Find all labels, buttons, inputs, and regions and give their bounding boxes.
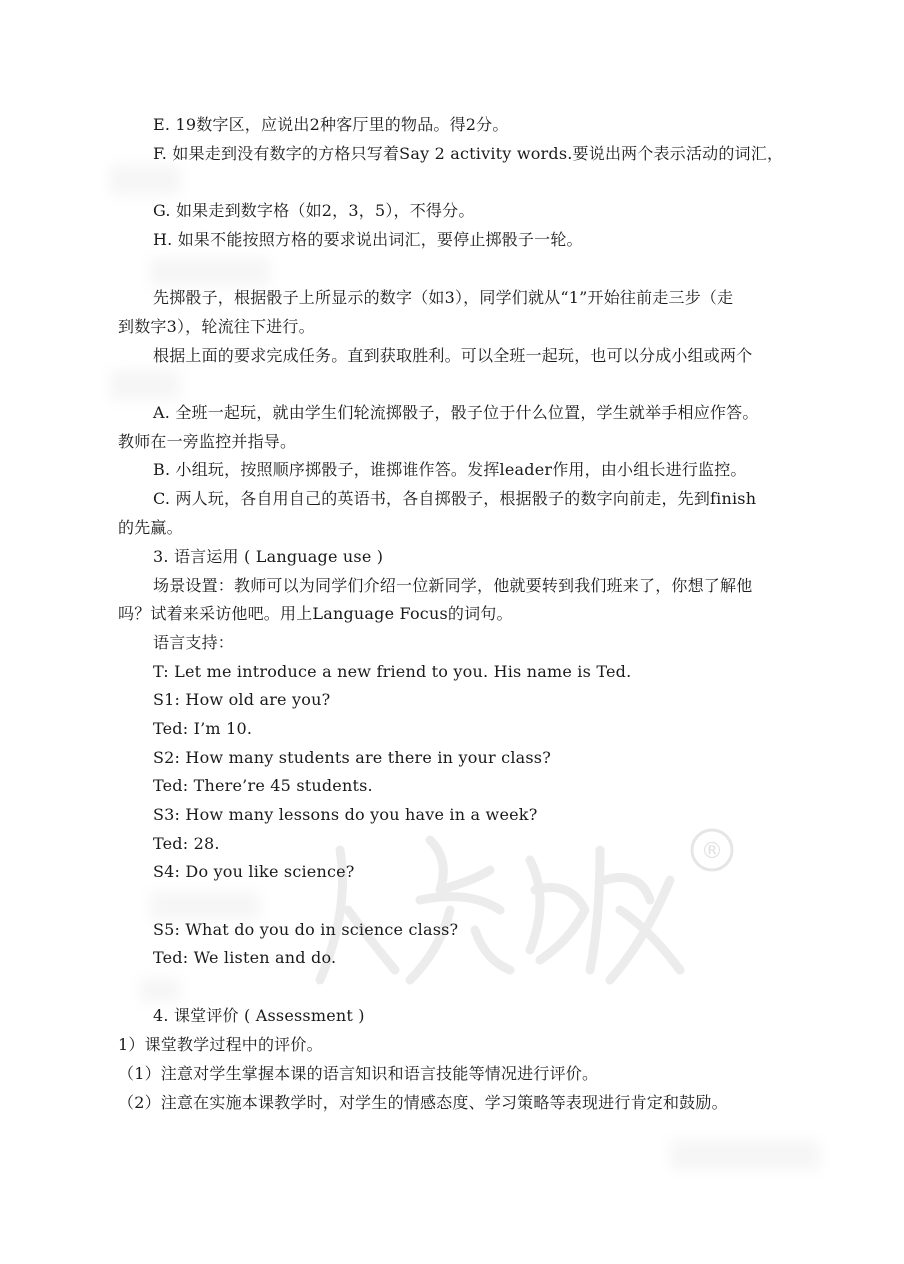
- play-mode-a-cont: 教师在一旁监控并指导。: [118, 432, 297, 451]
- dialogue-line: Ted: I’m 10.: [153, 719, 253, 738]
- assessment-item-1: 1）课堂教学过程中的评价。: [118, 1035, 323, 1054]
- play-mode-c: C. 两人玩，各自用自己的英语书，各自掷骰子，根据骰子的数字向前走，先到finish: [153, 489, 757, 508]
- dialogue-line: Ted: We listen and do.: [153, 948, 337, 967]
- dialogue-line: S1: How old are you?: [153, 690, 331, 709]
- play-mode-b: B. 小组玩，按照顺序掷骰子，谁掷谁作答。发挥leader作用，由小组长进行监控。: [153, 460, 747, 479]
- watermark-logo: [300, 820, 740, 990]
- assessment-subitem-1: （1）注意对学生掌握本课的语言知识和语言技能等情况进行评价。: [118, 1064, 599, 1083]
- dialogue-line: S3: How many lessons do you have in a week?: [153, 805, 538, 824]
- rule-f: F. 如果走到没有数字的方格只写着Say 2 activity words.要说出两个表示活动的词汇，: [153, 144, 784, 163]
- dialogue-line: Ted: 28.: [153, 834, 220, 853]
- rule-g: G. 如果走到数字格（如2，3，5），不得分。: [153, 201, 475, 220]
- svg-text:®: ®: [701, 839, 723, 864]
- scan-artifact: [110, 165, 180, 195]
- rule-e: E. 19数字区，应说出2种客厅里的物品。得2分。: [153, 115, 509, 134]
- scan-artifact: [150, 258, 270, 286]
- section-heading-assessment: 4. 课堂评价 ( Assessment ): [153, 1006, 365, 1025]
- scenario-setting-cont: 吗？试着来采访他吧。用上Language Focus的词句。: [118, 604, 513, 623]
- game-instruction-1-cont: 到数字3），轮流往下进行。: [118, 317, 315, 336]
- scan-artifact: [670, 1140, 820, 1170]
- game-instruction-1: 先掷骰子，根据骰子上所显示的数字（如3），同学们就从“1”开始往前走三步（走: [153, 288, 734, 307]
- dialogue-line: S5: What do you do in science class?: [153, 920, 459, 939]
- dialogue-line: T: Let me introduce a new friend to you. His name is Ted.: [153, 662, 632, 681]
- section-heading-language-use: 3. 语言运用 ( Language use ): [153, 547, 384, 566]
- rule-h: H. 如果不能按照方格的要求说出词汇，要停止掷骰子一轮。: [153, 230, 583, 249]
- dialogue-line: Ted: There’re 45 students.: [153, 776, 373, 795]
- scenario-setting: 场景设置：教师可以为同学们介绍一位新同学，他就要转到我们班来了，你想了解他: [153, 576, 753, 595]
- dialogue-line: S2: How many students are there in your class?: [153, 748, 551, 767]
- assessment-subitem-2: （2）注意在实施本课教学时，对学生的情感态度、学习策略等表现进行肯定和鼓励。: [118, 1093, 728, 1112]
- dialogue-line: S4: Do you like science?: [153, 862, 355, 881]
- scan-artifact: [150, 892, 260, 920]
- play-mode-c-cont: 的先赢。: [118, 518, 183, 537]
- language-support-label: 语言支持：: [153, 633, 235, 652]
- game-instruction-2: 根据上面的要求完成任务。直到获取胜利。可以全班一起玩，也可以分成小组或两个: [153, 346, 753, 365]
- play-mode-a: A. 全班一起玩，就由学生们轮流掷骰子，骰子位于什么位置，学生就举手相应作答。: [153, 403, 759, 422]
- scan-artifact: [140, 978, 180, 1002]
- scan-artifact: [110, 370, 180, 400]
